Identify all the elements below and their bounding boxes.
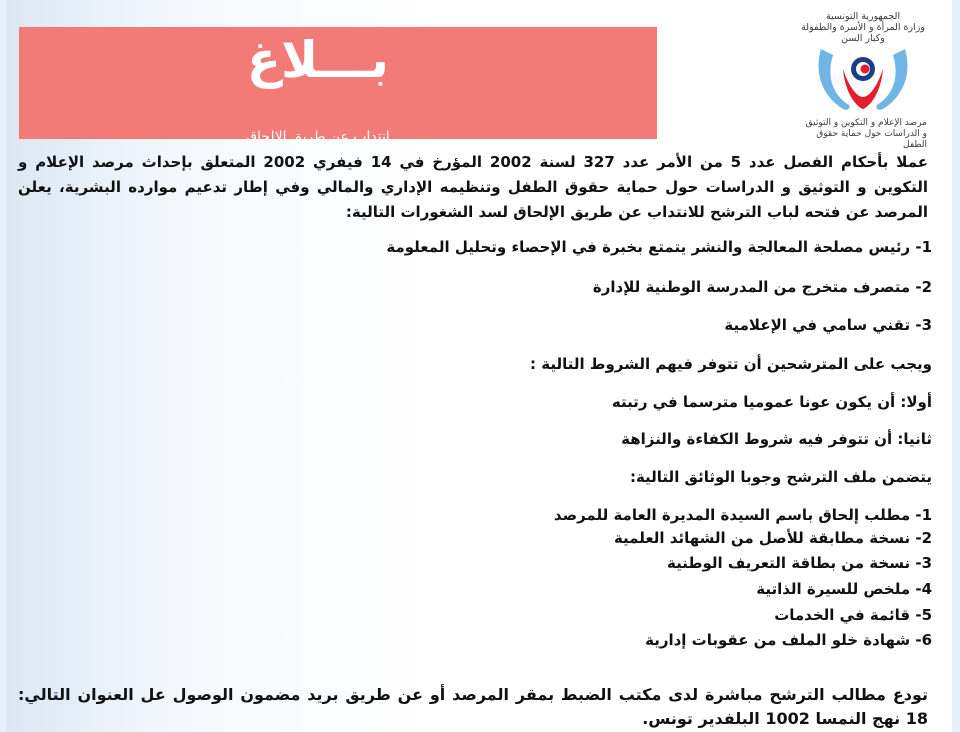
document-item-4: 4- ملخص للسيرة الذاتية	[756, 580, 932, 598]
document-item-2: 2- نسخة مطابقة للأصل من الشهائد العلمية	[613, 529, 932, 547]
banner-title: بـــلاغ	[246, 31, 390, 89]
document-item-3: 3- نسخة من بطاقة التعريف الوطنية	[667, 554, 932, 572]
intro-paragraph: عملا بأحكام الفصل عدد 5 من الأمر عدد 327 لسنة 2002 المؤرخ في 14 فيفري 2002 المتعلق بإحداث مرصد الإعلام و التكوين و التوثيق و الدراسات حول حماية حقوق الطفل وتنظيمه الإداري والمالي وفي إطار تدعيم موارده البشرية، يعلن المرصد عن فتحه لباب الترشح للانتداب عن طريق الإلحاق لسد الشغورات التالية:	[18, 153, 929, 221]
banner-subtitle: انتداب عن طريق الإلحاق	[246, 129, 390, 145]
logo-footer	[799, 118, 927, 151]
condition-item-1: أولا: أن يكون عونا عموميا مترسما في رتبته	[611, 393, 932, 411]
document-item-6: 6- شهادة خلو الملف من عقوبات إدارية	[645, 631, 932, 649]
conditions-heading: ويجب على المترشحين أن تتوفر فيهم الشروط التالية :	[530, 355, 932, 373]
closing-paragraph: تودع مطالب الترشح مباشرة لدى مكتب الضبط بمقر المرصد أو عن طريق بريد مضمون الوصول عل العنوان التالي: 18 نهج النمسا 1002 البلفدير تونس.	[18, 685, 928, 728]
observatory-logo	[795, 9, 931, 150]
document-item-1: 1- مطلب إلحاق باسم السيدة المديرة العامة للمرصد	[553, 506, 932, 524]
document-item-5: 5- قائمة في الخدمات	[774, 606, 932, 624]
logo-header-line2: وزارة المرأة و الأسرة والطفولة وكبار السن	[801, 22, 925, 44]
logo-header-line1: الجمهورية التونسية	[825, 11, 901, 22]
hands-child-icon	[813, 39, 913, 119]
position-item-2: 2- متصرف متخرج من المدرسة الوطنية للإدارة	[592, 278, 932, 296]
notice-banner	[19, 27, 657, 145]
condition-item-2: ثانيا: أن تتوفر فيه شروط الكفاءة والنزاهة	[621, 430, 932, 448]
position-item-3: 3- تقني سامي في الإعلامية	[724, 316, 932, 334]
documents-heading: يتضمن ملف الترشح وجوبا الوثائق التالية:	[629, 468, 932, 486]
position-item-1: 1- رئيس مصلحة المعالجة والنشر يتمتع بخبرة في الإحصاء وتحليل المعلومة	[386, 238, 932, 256]
logo-footer-line1: مرصد الإعلام و التكوين و التوثيق	[805, 118, 927, 128]
logo-footer-line2: و الدراسات حول حماية حقوق الطفل	[816, 129, 927, 150]
